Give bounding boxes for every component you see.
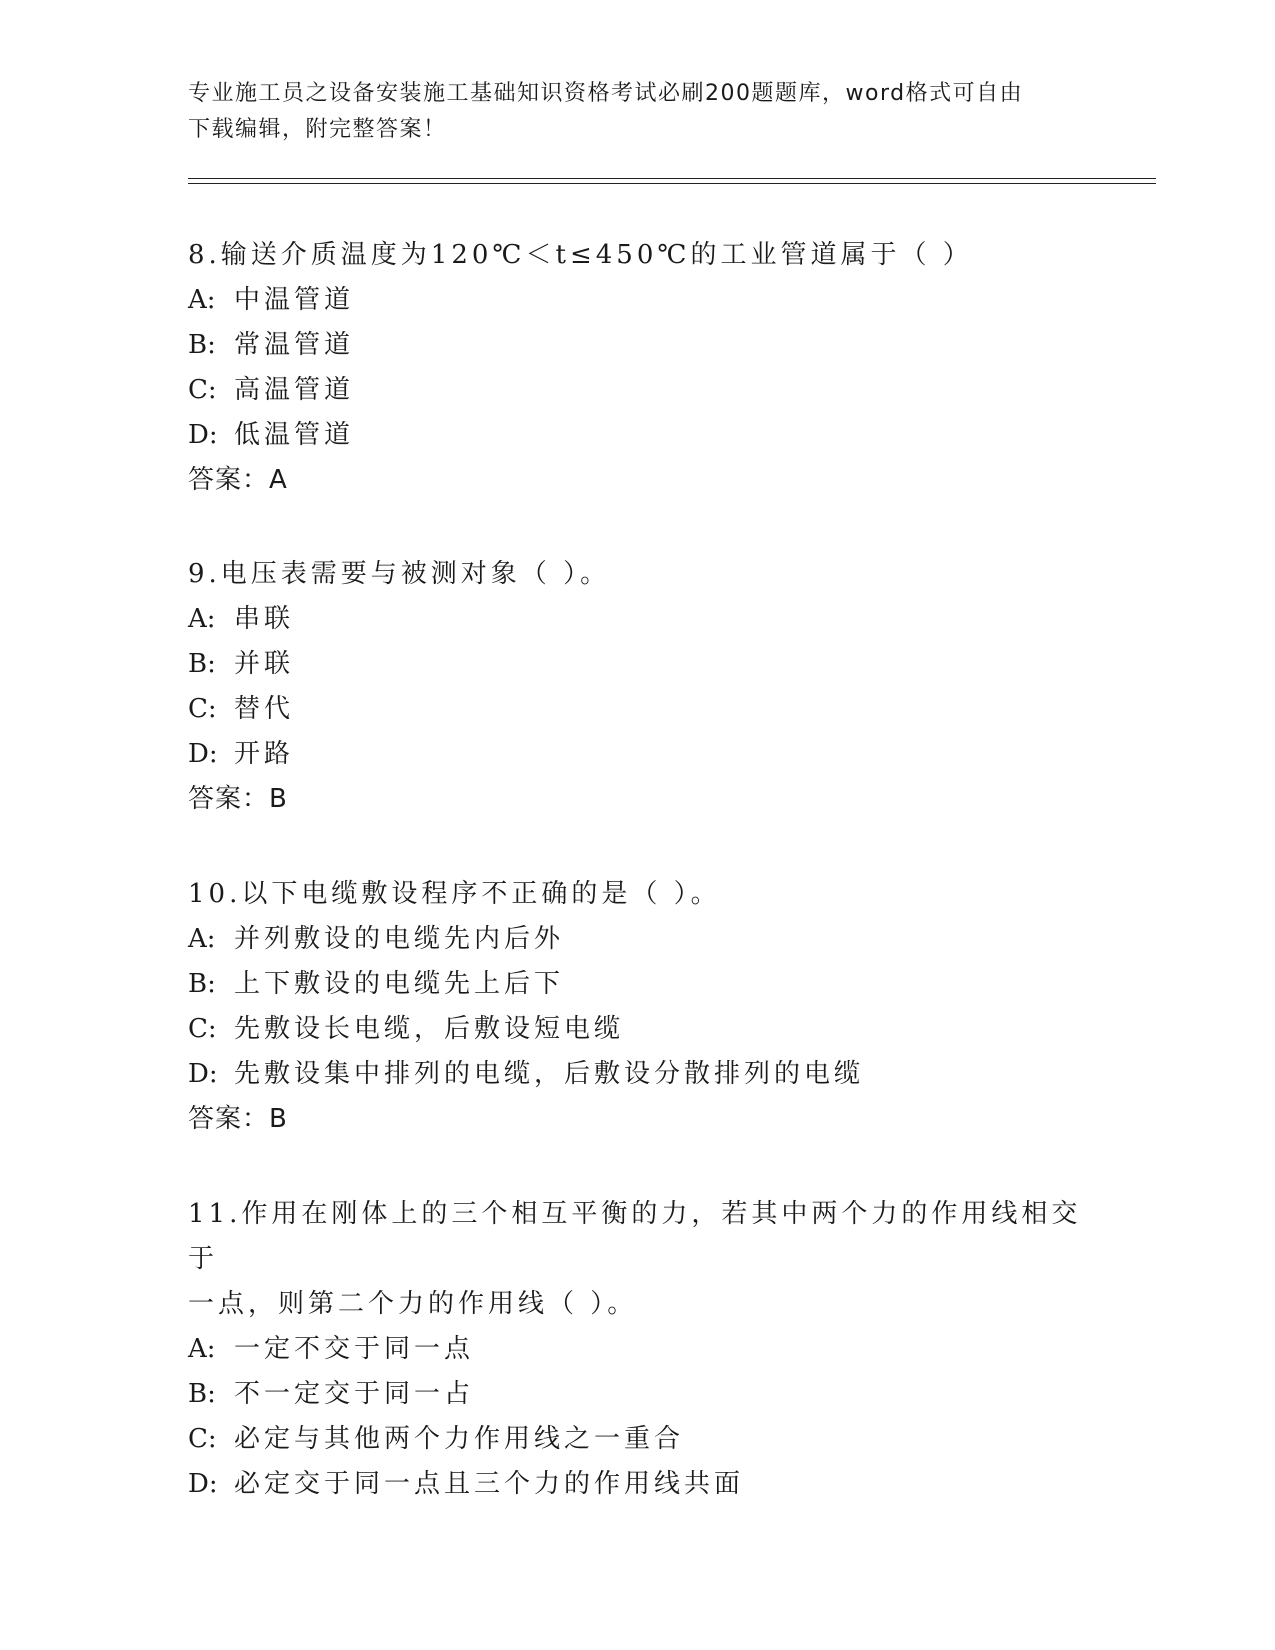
option-letter: A: — [188, 285, 216, 315]
question-stem-line-1: 11.作用在刚体上的三个相互平衡的力，若其中两个力的作用线相交于 — [188, 1199, 1082, 1274]
option-text: 先敷设长电缆，后敷设短电缆 — [234, 1014, 625, 1044]
option-letter: C: — [188, 1424, 217, 1454]
option-letter: C: — [188, 375, 217, 405]
option-letter: D: — [188, 1059, 218, 1089]
option-text: 常温管道 — [234, 330, 355, 360]
option-letter: B: — [188, 649, 216, 679]
question-stem: 8.输送介质温度为120℃＜t≤450℃的工业管道属于（ ） — [188, 240, 973, 270]
option-d — [188, 732, 1088, 777]
option-b — [188, 323, 1088, 368]
option-text: 串联 — [234, 604, 295, 634]
option-letter: C: — [188, 694, 217, 724]
option-text: 先敷设集中排列的电缆，后敷设分散排列的电缆 — [234, 1059, 865, 1089]
header-divider-bottom — [188, 183, 1156, 184]
option-a — [188, 1327, 1088, 1372]
option-letter: C: — [188, 1014, 217, 1044]
option-b — [188, 642, 1088, 687]
question-9 — [188, 552, 1088, 822]
option-b — [188, 1372, 1088, 1417]
option-text: 必定与其他两个力作用线之一重合 — [234, 1424, 685, 1454]
option-text: 替代 — [234, 694, 295, 724]
question-stem: 10.以下电缆敷设程序不正确的是（ ）。 — [188, 879, 721, 909]
option-letter: A: — [188, 1334, 216, 1364]
option-letter: A: — [188, 604, 216, 634]
answer-line: 答案：B — [188, 1104, 288, 1134]
document-header — [188, 76, 1088, 148]
question-10 — [188, 872, 1088, 1142]
option-letter: A: — [188, 924, 216, 954]
question-stem-line-2: 一点，则第二个力的作用线（ ）。 — [188, 1289, 638, 1319]
header-divider-top — [188, 178, 1156, 179]
option-text: 不一定交于同一占 — [234, 1379, 475, 1409]
option-d — [188, 413, 1088, 458]
header-line-2: 下载编辑，附完整答案！ — [188, 117, 447, 142]
option-text: 并列敷设的电缆先内后外 — [234, 924, 565, 954]
option-c — [188, 368, 1088, 413]
option-a — [188, 597, 1088, 642]
option-letter: B: — [188, 330, 216, 360]
option-letter: B: — [188, 1379, 216, 1409]
question-11 — [188, 1192, 1088, 1507]
option-text: 上下敷设的电缆先上后下 — [234, 969, 565, 999]
option-c — [188, 1417, 1088, 1462]
option-text: 低温管道 — [234, 420, 355, 450]
option-b — [188, 962, 1088, 1007]
option-text: 开路 — [234, 739, 295, 769]
option-text: 必定交于同一点且三个力的作用线共面 — [234, 1469, 745, 1499]
option-text: 一定不交于同一点 — [234, 1334, 475, 1364]
question-stem: 9.电压表需要与被测对象（ ）。 — [188, 559, 611, 589]
header-line-1: 专业施工员之设备安装施工基础知识资格考试必刷200题题库，word格式可自由 — [188, 81, 1024, 106]
option-d — [188, 1052, 1088, 1097]
answer-line: 答案：A — [188, 465, 288, 495]
option-letter: D: — [188, 420, 218, 450]
option-letter: D: — [188, 739, 218, 769]
option-text: 并联 — [234, 649, 295, 679]
option-a — [188, 278, 1088, 323]
option-text: 中温管道 — [234, 285, 355, 315]
option-letter: D: — [188, 1469, 218, 1499]
option-a — [188, 917, 1088, 962]
option-c — [188, 1007, 1088, 1052]
answer-line: 答案：B — [188, 784, 288, 814]
question-8 — [188, 233, 1088, 503]
option-d — [188, 1462, 1088, 1507]
option-text: 高温管道 — [234, 375, 355, 405]
option-letter: B: — [188, 969, 216, 999]
option-c — [188, 687, 1088, 732]
